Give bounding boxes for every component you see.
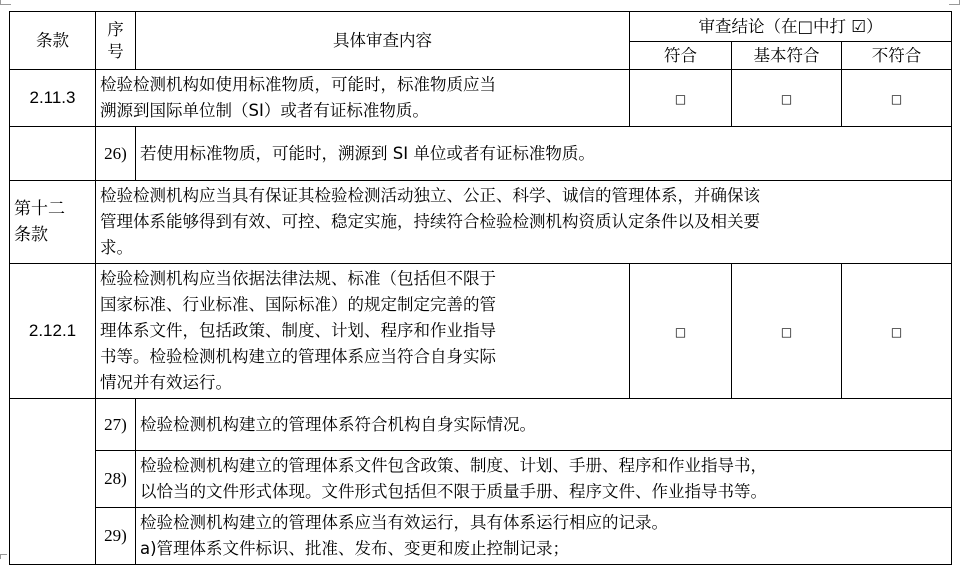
header-clause: 条款	[10, 12, 96, 70]
text-line: 检验检测机构建立的管理体系文件包含政策、制度、计划、手册、程序和作业指导书，	[140, 456, 767, 475]
item-number: 29)	[96, 508, 136, 565]
review-table	[9, 11, 952, 565]
text-line: 检验检测机构建立的管理体系应当有效运行，具有体系运行相应的记录。	[140, 513, 668, 532]
header-basic-conform: 基本符合	[732, 42, 842, 70]
text-line: 以恰当的文件形式体现。文件形式包括但不限于质量手册、程序文件、作业指导书等。	[140, 482, 767, 501]
text-line: 检验检测机构应当依据法律法规、标准（包括但不限于	[100, 269, 496, 288]
checkbox-basic-conform[interactable]	[732, 264, 842, 399]
header-content: 具体审查内容	[136, 12, 630, 70]
clause-number: 2.12.1	[10, 264, 96, 399]
checkbox-conform[interactable]	[630, 70, 732, 127]
clause-empty	[10, 127, 96, 181]
text-line: 理体系文件，包括政策、制度、计划、程序和作业指导	[100, 321, 496, 340]
clause-number: 2.11.3	[10, 70, 96, 127]
item-text	[136, 451, 952, 508]
checkbox-basic-conform[interactable]	[732, 70, 842, 127]
item-text	[136, 508, 952, 565]
page-corner-mark	[0, 554, 7, 559]
page-corner-mark	[0, 0, 11, 5]
text-line: 检验检测机构应当具有保证其检验检测活动独立、公正、科学、诚信的管理体系，并确保该	[100, 186, 760, 205]
text-line: 溯源到国际单位制（SI）或者有证标准物质。	[100, 101, 429, 120]
text-line: 国家标准、行业标准、国际标准）的规定制定完善的管	[100, 295, 496, 314]
clause-article-line: 条款	[14, 225, 48, 245]
article-text	[96, 181, 952, 264]
checkbox-icon: □	[890, 91, 903, 106]
clause-article	[10, 181, 96, 264]
checkbox-icon: □	[674, 324, 687, 339]
checkbox-icon: □	[674, 91, 687, 106]
header-seq-line: 序	[107, 19, 124, 39]
text-line: a)管理体系文件标识、批准、发布、变更和废止控制记录；	[140, 539, 570, 558]
checkbox-not-conform[interactable]	[842, 70, 952, 127]
item-number: 26)	[96, 127, 136, 181]
checkbox-icon: □	[890, 324, 903, 339]
checkbox-icon: □	[780, 91, 793, 106]
header-conclusion: 审查结论（在□中打 ☑）	[630, 12, 952, 42]
item-text: 若使用标准物质，可能时，溯源到 SI 单位或者有证标准物质。	[136, 127, 952, 181]
clause-article-line: 第十二	[14, 199, 65, 219]
page-corner-mark	[949, 0, 960, 5]
text-line: 求。	[100, 238, 133, 257]
checkbox-icon: □	[780, 324, 793, 339]
text-line: 管理体系能够得到有效、可控、稳定实施，持续符合检验检测机构资质认定条件以及相关要	[100, 212, 760, 231]
item-number: 28)	[96, 451, 136, 508]
text-line: 情况并有效运行。	[100, 373, 232, 392]
header-not-conform: 不符合	[842, 42, 952, 70]
header-seq	[96, 12, 136, 70]
requirement-text	[96, 264, 630, 399]
clause-empty	[10, 399, 96, 565]
text-line: 书等。检验检测机构建立的管理体系应当符合自身实际	[100, 347, 496, 366]
header-conform: 符合	[630, 42, 732, 70]
text-line: 检验检测机构如使用标准物质，可能时，标准物质应当	[100, 75, 496, 94]
item-number: 27)	[96, 399, 136, 451]
header-seq-line: 号	[107, 41, 124, 61]
checkbox-conform[interactable]	[630, 264, 732, 399]
checkbox-not-conform[interactable]	[842, 264, 952, 399]
requirement-text	[96, 70, 630, 127]
item-text: 检验检测机构建立的管理体系符合机构自身实际情况。	[136, 399, 952, 451]
